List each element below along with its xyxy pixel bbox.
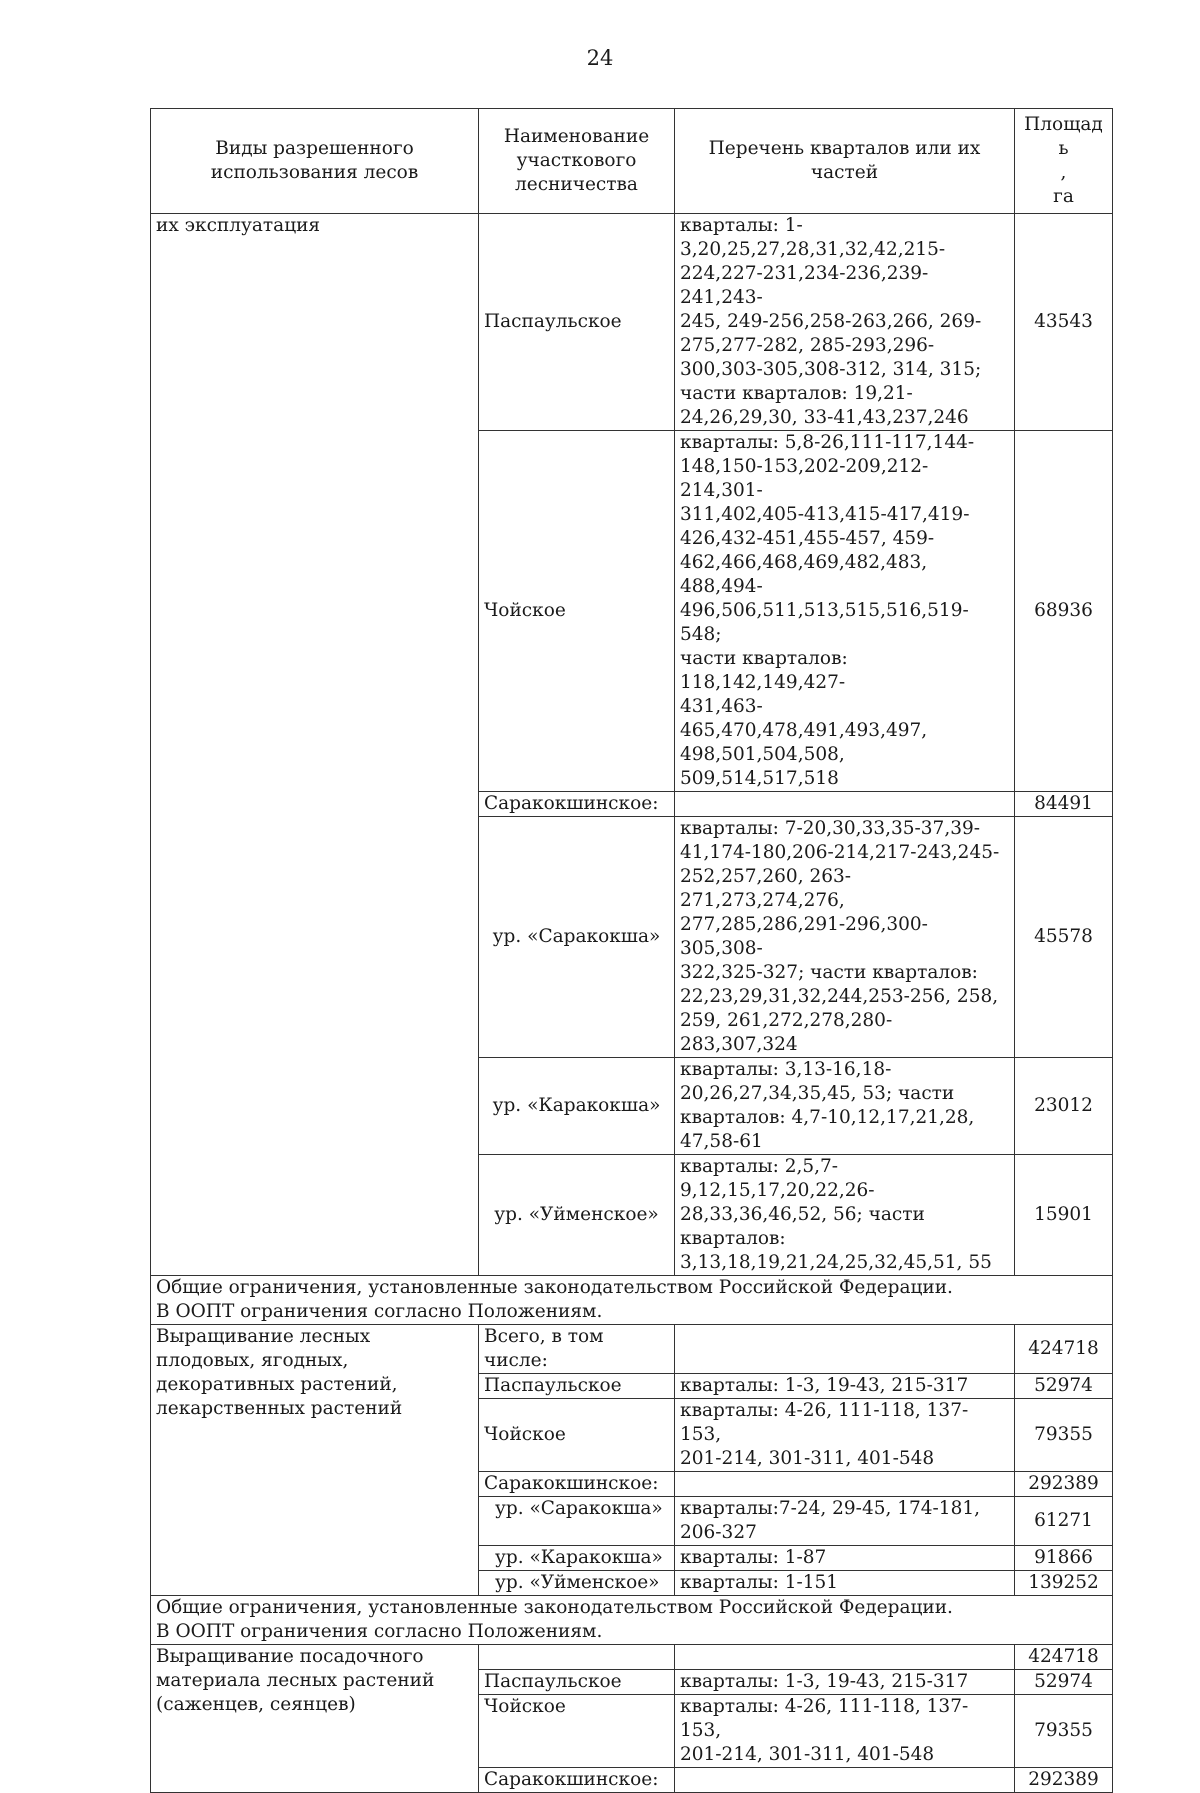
header-forestry: Наименование участкового лесничества (479, 109, 675, 214)
header-quarters: Перечень кварталов или их частей (675, 109, 1015, 214)
restrictions-note-row (151, 1596, 1113, 1645)
quarters-cell: кварталы: 1-3, 19-43, 215-317 (675, 1670, 1015, 1695)
page-number: 24 (586, 46, 614, 70)
restrictions-note-line: В ООПТ ограничения согласно Положениям. (156, 1301, 603, 1322)
quarters-cell: кварталы: 1- 3,20,25,27,28,31,32,42,215- 224,227-231,234-236,239-241,243- 245, 249-256,258-263,266, 269- 275,277-282, 285-293,296- 300,303-305,308-312, 314, 315; части кварталов: 19,21- 24,26,29,30, 33-41,43,237,246 (675, 214, 1015, 431)
table-header-row (151, 109, 1113, 214)
quarters-cell: кварталы: 4-26, 111-118, 137-153, 201-214, 301-311, 401-548 (675, 1399, 1015, 1472)
area-cell: 84491 (1015, 792, 1113, 817)
area-cell: 139252 (1015, 1571, 1113, 1596)
quarters-cell: кварталы: 1-151 (675, 1571, 1015, 1596)
area-cell: 43543 (1015, 214, 1113, 431)
table-row (151, 1325, 1113, 1374)
quarters-cell: кварталы: 1-3, 19-43, 215-317 (675, 1374, 1015, 1399)
quarters-cell (675, 792, 1015, 817)
area-cell: 79355 (1015, 1399, 1113, 1472)
area-cell: 292389 (1015, 1768, 1113, 1793)
forest-use-table (150, 108, 1113, 1793)
quarters-cell (675, 1472, 1015, 1497)
quarters-cell: кварталы:7-24, 29-45, 174-181, 206-327 (675, 1497, 1015, 1546)
area-cell: 292389 (1015, 1472, 1113, 1497)
use-cell: их эксплуатация (151, 214, 479, 1276)
total-label: Всего, в том числе: (479, 1325, 675, 1374)
forestry-cell (479, 1645, 675, 1670)
total-area: 424718 (1015, 1645, 1113, 1670)
use-cell: Выращивание лесных плодовых, ягодных, декоративных растений, лекарственных растений (151, 1325, 479, 1596)
forestry-cell: Саракокшинское: (479, 792, 675, 817)
forestry-cell: Паспаульское (479, 1670, 675, 1695)
restrictions-note-line: В ООПТ ограничения согласно Положениям. (156, 1621, 603, 1642)
quarters-cell: кварталы: 5,8-26,111-117,144- 148,150-153,202-209,212-214,301- 311,402,405-413,415-417,419- 426,432-451,455-457, 459- 462,466,468,469,482,483, 488,494- 496,506,511,513,515,516,519-548; части кварталов: 118,142,149,427- 431,463-465,470,478,491,493,497, 498,501,504,508, 509,514,517,518 (675, 431, 1015, 792)
forestry-cell: ур. «Каракокша» (479, 1546, 675, 1571)
header-area: Площадь , га (1015, 109, 1113, 214)
table-row (151, 1645, 1113, 1670)
area-cell: 45578 (1015, 817, 1113, 1058)
restrictions-note-line: Общие ограничения, установленные законодательством Российской Федерации. (156, 1277, 953, 1298)
table-row (151, 214, 1113, 431)
restrictions-note (151, 1596, 1113, 1645)
quarters-cell (675, 1645, 1015, 1670)
quarters-cell (675, 1325, 1015, 1374)
forestry-cell: ур. «Саракокша» (479, 817, 675, 1058)
restrictions-note-row (151, 1276, 1113, 1325)
forestry-cell: Чойское (479, 1399, 675, 1472)
quarters-cell: кварталы: 3,13-16,18- 20,26,27,34,35,45, 53; части кварталов: 4,7-10,12,17,21,28, 47,58-61 (675, 1058, 1015, 1155)
quarters-cell: кварталы: 2,5,7- 9,12,15,17,20,22,26- 28,33,36,46,52, 56; части кварталов: 3,13,18,19,21,24,25,32,45,51, 55 (675, 1155, 1015, 1276)
total-area: 424718 (1015, 1325, 1113, 1374)
area-cell: 52974 (1015, 1670, 1113, 1695)
area-cell: 23012 (1015, 1058, 1113, 1155)
forestry-cell: Саракокшинское: (479, 1472, 675, 1497)
quarters-cell: кварталы: 4-26, 111-118, 137-153, 201-214, 301-311, 401-548 (675, 1695, 1015, 1768)
area-cell: 91866 (1015, 1546, 1113, 1571)
forestry-cell: ур. «Уйменское» (479, 1571, 675, 1596)
forestry-cell: ур. «Уйменское» (479, 1155, 675, 1276)
header-use: Виды разрешенного использования лесов (151, 109, 479, 214)
forestry-cell: Паспаульское (479, 1374, 675, 1399)
forestry-cell: Чойское (479, 1695, 675, 1768)
area-cell: 68936 (1015, 431, 1113, 792)
area-cell: 79355 (1015, 1695, 1113, 1768)
forestry-cell: Саракокшинское: (479, 1768, 675, 1793)
use-cell: Выращивание посадочного материала лесных растений (саженцев, сеянцев) (151, 1645, 479, 1793)
forestry-cell: ур. «Каракокша» (479, 1058, 675, 1155)
forestry-cell: ур. «Саракокша» (479, 1497, 675, 1546)
quarters-cell: кварталы: 1-87 (675, 1546, 1015, 1571)
area-cell: 52974 (1015, 1374, 1113, 1399)
forestry-cell: Чойское (479, 431, 675, 792)
area-cell: 61271 (1015, 1497, 1113, 1546)
quarters-cell: кварталы: 7-20,30,33,35-37,39- 41,174-180,206-214,217-243,245- 252,257,260, 263-271,273,274,276, 277,285,286,291-296,300-305,308- 322,325-327; части кварталов: 22,23,29,31,32,244,253-256, 258, 259, 261,272,278,280-283,307,324 (675, 817, 1015, 1058)
quarters-cell (675, 1768, 1015, 1793)
area-cell: 15901 (1015, 1155, 1113, 1276)
restrictions-note (151, 1276, 1113, 1325)
restrictions-note-line: Общие ограничения, установленные законодательством Российской Федерации. (156, 1597, 953, 1618)
forestry-cell: Паспаульское (479, 214, 675, 431)
